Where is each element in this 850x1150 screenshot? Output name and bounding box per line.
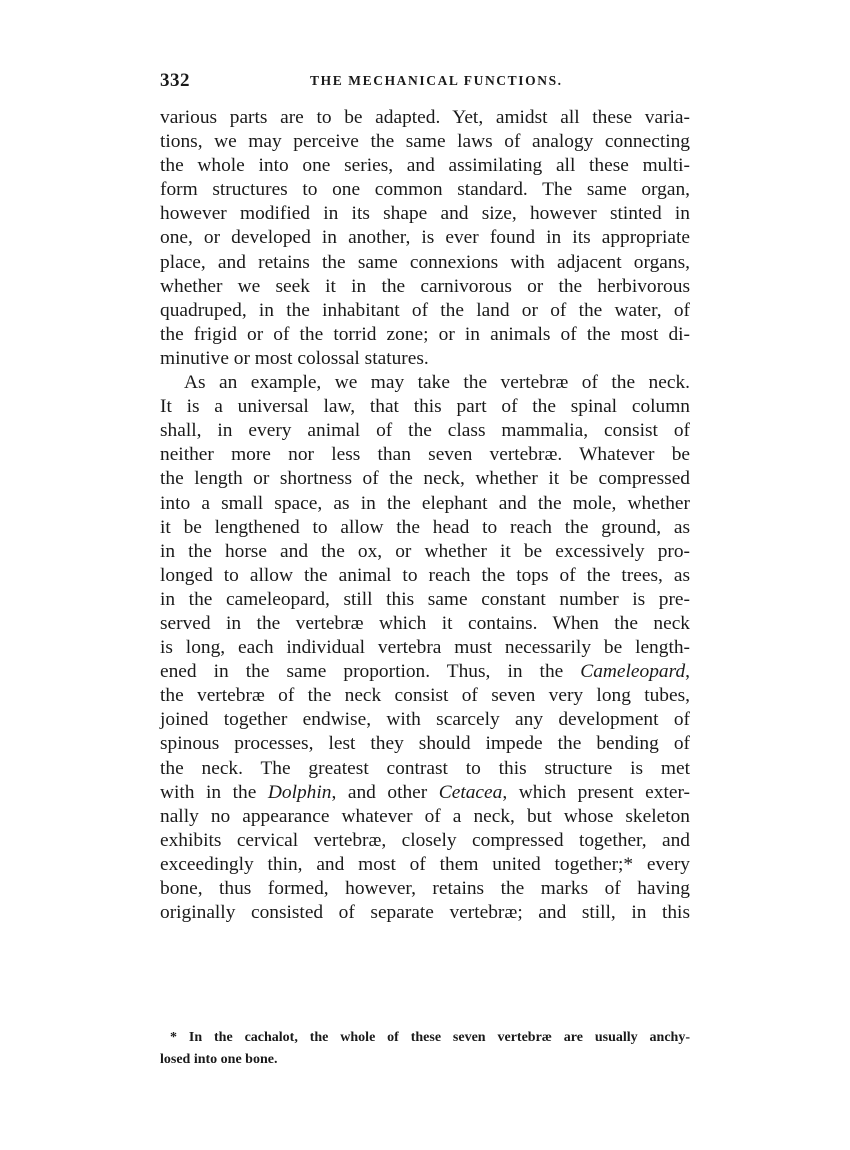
italic-term: Cameleopard — [580, 661, 686, 683]
text-line: neither more nor less than seven vertebræ. Whatever be — [160, 444, 690, 466]
paragraph-end-line: minutive or most colossal statures. — [160, 347, 429, 369]
text-line: whether we seek it in the carnivorous or the herbivorous — [160, 275, 690, 297]
running-title: THE MECHANICAL FUNCTIONS. — [310, 73, 563, 88]
footnote-line: losed into one bone. — [160, 1052, 278, 1067]
text-line: the whole into one series, and assimilating all these multi- — [160, 155, 690, 177]
text-line: shall, in every animal of the class mammalia, consist of — [160, 420, 690, 442]
text-line: exceedingly thin, and most of them united together;* every — [160, 853, 690, 875]
page-number: 332 — [160, 70, 190, 91]
text-line: various parts are to be adapted. Yet, amidst all these varia- — [160, 107, 690, 128]
text-line: however modified in its shape and size, however stinted in — [160, 203, 690, 225]
text-line: nally no appearance whatever of a neck, but whose skeleton — [160, 805, 690, 827]
text-line: bone, thus formed, however, retains the marks of having — [160, 878, 690, 899]
italic-term: Dolphin — [267, 781, 332, 803]
footnote-line: * In the cachalot, the whole of these seven vertebræ are usually anchy- — [170, 1030, 690, 1045]
text-line: originally consisted of separate vertebræ; and still, in this — [160, 902, 690, 924]
footnote — [160, 1027, 690, 1071]
body-text — [160, 106, 690, 925]
text-line: longed to allow the animal to reach the tops of the trees, as — [160, 564, 690, 586]
text-line: is long, each individual vertebra must necessarily be length- — [160, 637, 690, 659]
text-line: in the horse and the ox, or whether it be excessively pro- — [160, 540, 690, 562]
text-line: the neck. The greatest contrast to this structure is met — [160, 757, 690, 779]
paragraph-start-line: As an example, we may take the vertebræ of the neck. — [184, 372, 690, 394]
text-line: into a small space, as in the elephant and the mole, whether — [160, 492, 690, 514]
italic-term: Cetacea — [438, 781, 503, 803]
text-line: exhibits cervical vertebræ, closely compressed together, and — [160, 829, 690, 851]
text-line: in the cameleopard, still this same constant number is pre- — [160, 588, 690, 610]
text-line: tions, we may perceive the same laws of analogy connecting — [160, 131, 690, 153]
text-line: form structures to one common standard. The same organ, — [160, 179, 690, 201]
text-line: It is a universal law, that this part of the spinal column — [160, 396, 690, 418]
text-line: one, or developed in another, is ever found in its appropriate — [160, 227, 690, 249]
running-head — [160, 70, 690, 100]
text-line: the length or shortness of the neck, whether it be compressed — [160, 468, 690, 490]
text-line: it be lengthened to allow the head to reach the ground, as — [160, 516, 690, 538]
text-line: with in the Dolphin, and other Cetacea, which present exter- — [160, 781, 690, 803]
text-line: joined together endwise, with scarcely any development of — [160, 709, 690, 731]
text-line: the frigid or of the torrid zone; or in animals of the most di- — [160, 323, 690, 345]
text-line: place, and retains the same connexions with adjacent organs, — [160, 251, 690, 273]
text-line: quadruped, in the inhabitant of the land or of the water, of — [160, 299, 690, 321]
text-line: spinous processes, lest they should impede the bending of — [160, 733, 690, 755]
text-line: the vertebræ of the neck consist of seven very long tubes, — [160, 685, 690, 707]
text-line: served in the vertebræ which it contains. When the neck — [160, 612, 690, 634]
text-line: ened in the same proportion. Thus, in the Cameleopard, — [160, 661, 690, 683]
